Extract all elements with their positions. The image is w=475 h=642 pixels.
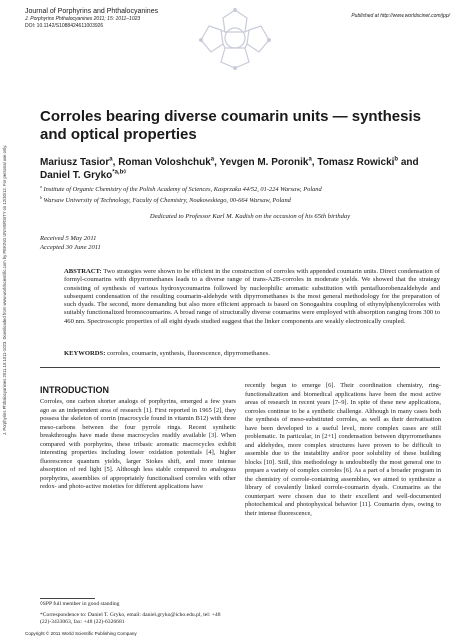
affiliation-a-mark: a xyxy=(40,184,42,189)
author-name: Yevgen M. Poronik xyxy=(219,157,309,168)
affiliation-b xyxy=(40,197,460,204)
intro-right-column: recently begun to emerge [6]. Their coordination chemistry, ring-functionalization and biomedical applications have been the most active areas of research in recent years [7–9]. In spite of these new applications, corroles continue to be a synthetic challenge. Although in many cases both the synthesis of meso-substituted corroles, as well as their derivatisation have been developed to a useful level, more complex cases are still problematic. In particular, in [2+1] condensation between dipyrromethanes and aldehydes, more complex structures have proven to be difficult to assemble due to the instability and/or poor solubility of these building blocks [10]. Still, this methodology is undoubtedly the most general one to prepare a variety of complex corroles [6]. As a part of a broader program in the chemistry of corrole-containing assemblies, we aimed to synthesize a library of covalently linked corrole-coumarin dyads. Coumarins as the counterpart were chosen due to their excellent and well-documented photochemical and photophysical behavior [11]. Coumarin dyes, owing to their intense fluorescence, xyxy=(245,382,441,517)
author-name: Daniel T. Gryko xyxy=(40,170,113,181)
author-name: Tomasz Rowicki xyxy=(317,157,395,168)
published-url: Published at http://www.worldscinet.com/jpp/ xyxy=(351,13,450,19)
author-affiliation-mark: a xyxy=(109,156,113,163)
author-affiliation-mark: a xyxy=(210,156,215,163)
copyright: Copyright © 2011 World Scientific Publishing Company xyxy=(25,631,137,636)
accepted-date: Accepted 30 June 2011 xyxy=(40,244,101,251)
intro-heading: INTRODUCTION xyxy=(40,385,109,395)
keywords-text: corroles, coumarin, synthesis, fluorescence, dipyrromethanes. xyxy=(107,350,270,357)
affiliation-b-text: Warsaw University of Technology, Faculty of Chemistry, Noakowskiego, 00-664 Warsaw, Poland xyxy=(43,197,291,204)
abstract-label: ABSTRACT: xyxy=(64,268,102,275)
abstract xyxy=(64,268,440,326)
journal-citation: J. Porphyrins Phthalocyanines 2011; 15: 1011–1023 xyxy=(25,16,141,22)
affiliation-b-mark: b xyxy=(40,195,42,200)
dedication: Dedicated to Professor Karl M. Kadish on the occasion of his 65th birthday xyxy=(149,213,351,220)
author-affiliation-mark: *a,b◊ xyxy=(112,169,127,176)
journal-name: Journal of Porphyrins and Phthalocyanines xyxy=(25,8,159,15)
article-title: Corroles bearing diverse coumarin units — synthesis and optical properties xyxy=(40,108,421,143)
download-side-note xyxy=(2,144,12,435)
download-side-note-text: J. Porphyrins Phthalocyanines 2011.15:1011-1023. Downloaded from www.worldscientific.com by PEKING UNIVERSITY on 12/30/12. For personal use only. xyxy=(2,144,7,435)
author-affiliation-mark: a xyxy=(308,156,312,163)
keywords xyxy=(64,350,440,358)
author-list: Mariusz Tasior$^a$, Roman Voloshchuk$^a$, Yevgen M. Poronik$^a$, Tomasz Rowicki$^b$ and Daniel T. Gryko$^{*a,b◊}$ xyxy=(40,156,419,181)
intro-left-column: Corroles, one carbon shorter analogs of porphyrins, emerged a few years ago as an independent area of research [1]. First reported in 1965 [2], they possess the skeleton of corrin (macrocycle found in vitamin B12) with three meso-carbons between the four pyrrole rings. Recent synthetic breakthroughs have made these macrocycles readily available [3]. When compared with porphyrins, these tribasic aromatic macrocycles exhibit interesting properties including lower oxidation potentials [4], higher fluorescence quantum yields, larger Stokes shift, and more intense absorption of red light [5]. Although less stable compared to analogous porphyrins, assemblies of appropriately functionalised corroles with other redox- and photo-active moieties for different applications have xyxy=(40,398,236,490)
section-divider xyxy=(40,367,440,368)
porphyrin-logo-icon xyxy=(195,4,275,72)
author-affiliation-mark: b xyxy=(394,156,399,163)
affiliation-a-text: Institute of Organic Chemistry of the Polish Academy of Sciences, Kasprzaka 44/52, 01-224 Warsaw, Poland xyxy=(43,186,322,193)
received-date: Received 5 May 2011 xyxy=(40,235,97,242)
footnote-divider xyxy=(40,598,95,599)
affiliation-a xyxy=(40,186,460,193)
footnote-spp: ◊SPP full member in good standing xyxy=(40,601,120,607)
author-name: Mariusz Tasior xyxy=(40,157,110,168)
author-conjunction: and xyxy=(400,157,419,168)
keywords-label: KEYWORDS: xyxy=(64,350,106,357)
abstract-text: Two strategies were shown to be efficient in the construction of corroles with appended coumarin units. Direct condensation of formyl-coumarins with dipyrromethanes leads to a diverse range of trans-A2B-corroles in moderate yields. We showed that the strategy consisting of synthesis of various hydroxycoumarins followed by nucleophilic aromatic substitution with pentafluorobenzaldehyde and subsequent condensation of the resulting coumarin-aldehyde with dipyrromethanes is the most general methodology for the preparation of such dyads. The second, more demanding but also more efficient approach is based on Sonogashira coupling of ethynylphenylcorroles with suitably functionalized bromocoumarins. A broad range of structurally diverse coumarins were employed with absorption ranging from 300 to 460 nm. Spectroscopic properties of all eight dyads studied suggest that the linker components are weakly electronically coupled. xyxy=(64,268,440,325)
author-name: Roman Voloshchuk xyxy=(118,157,211,168)
journal-doi: DOI: 10.1142/S1088424611003926 xyxy=(25,23,104,29)
footnote-correspondence: *Correspondence to: Daniel T. Gryko, email: daniel.gryko@icho.edu.pl, tel: +48 (22)-3433063, fax: +48 (22)-6326681 xyxy=(40,612,221,625)
